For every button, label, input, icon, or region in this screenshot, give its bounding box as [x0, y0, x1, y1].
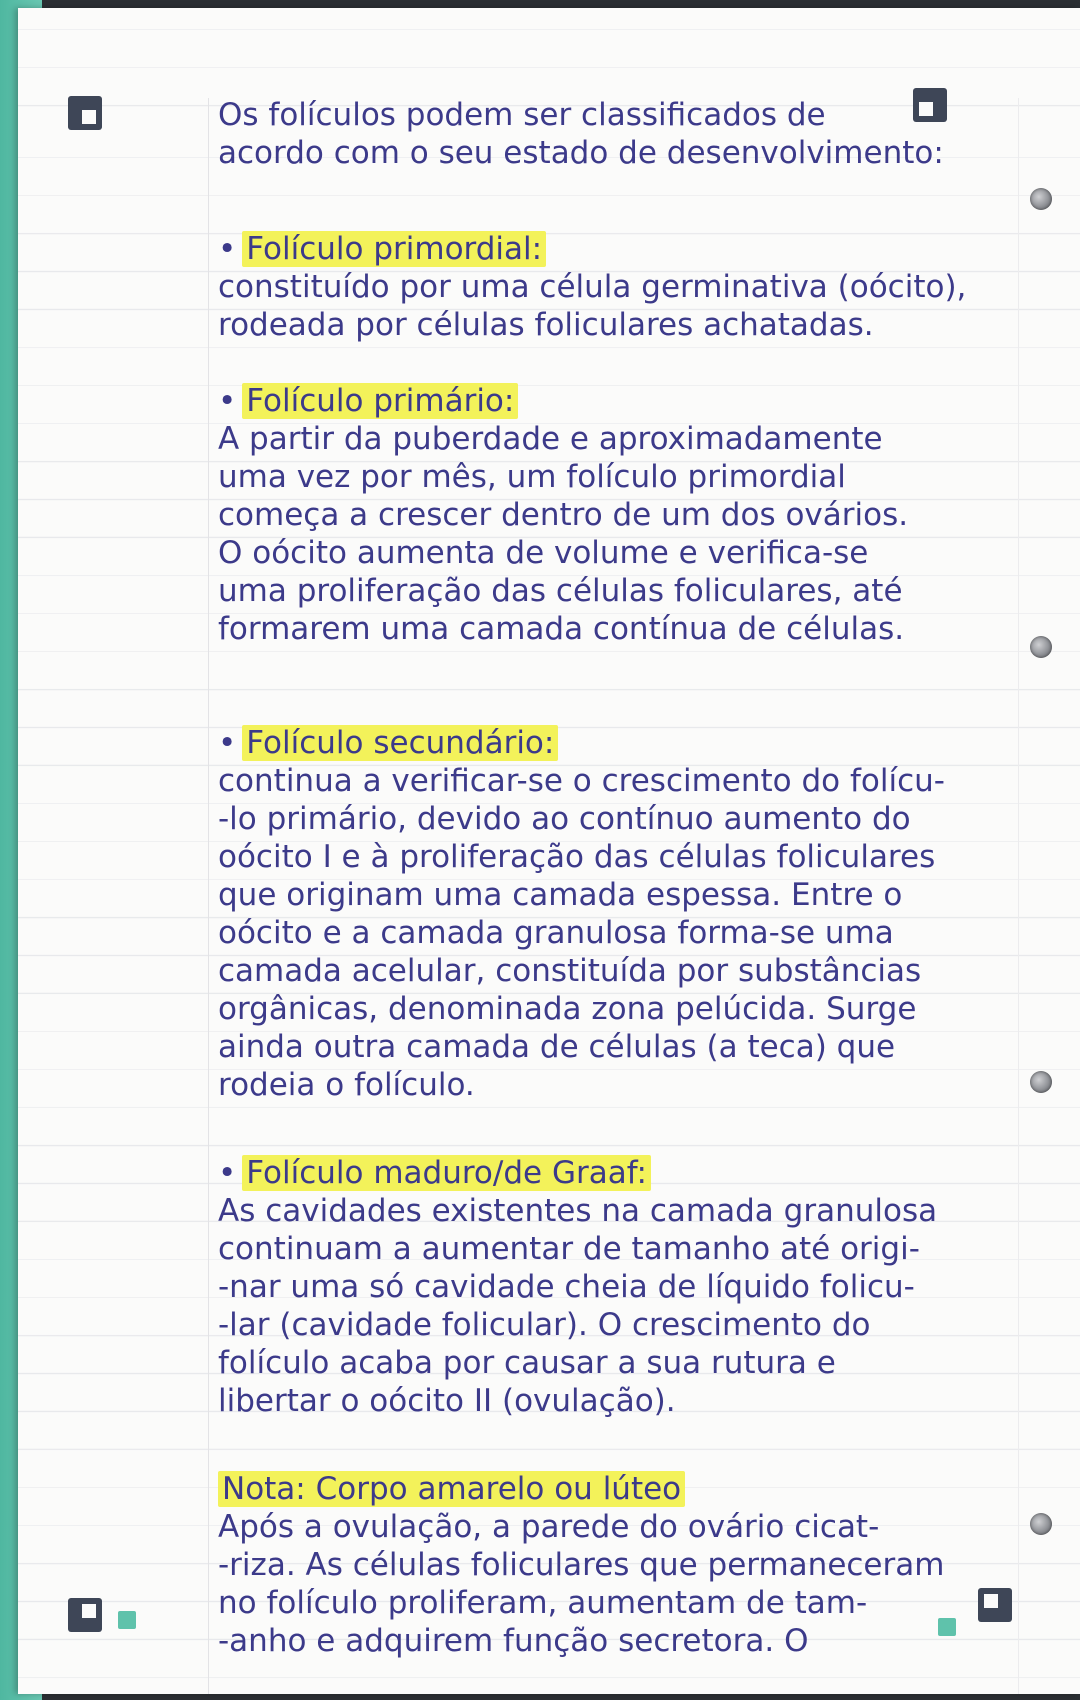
corner-marker-bottom-left-icon: [68, 1598, 102, 1632]
text-line: acordo com o seu estado de desenvolvimento:: [218, 135, 944, 171]
text-line: -lo primário, devido ao contínuo aumento do: [218, 801, 911, 837]
text-line: constituído por uma célula germinativa (oócito),: [218, 269, 967, 305]
text-line: Após a ovulação, a parede do ovário cicat-: [218, 1509, 880, 1545]
text-line: começa a crescer dentro de um dos ovários.: [218, 497, 909, 533]
text-line: libertar o oócito II (ovulação).: [218, 1383, 676, 1419]
text-line: -lar (cavidade folicular). O crescimento do: [218, 1307, 871, 1343]
text-line: -riza. As células foliculares que permaneceram: [218, 1547, 945, 1583]
text-line: ainda outra camada de células (a teca) que: [218, 1029, 896, 1065]
note-section: [218, 1470, 1038, 1660]
section-secundario: • Folículo secundário: continua a verificar-se o crescimento do folícu- -lo primário, devido ao contínuo aumento do oócito I e à proliferação das células foliculares que originam uma camada espessa. Entre o oócito e a camada granulosa forma-se uma camada acelular, constituída por substâncias orgânicas, denominada zona pelúcida. Surge ainda outra camada de células (a teca) que rodeia o folículo.: [218, 724, 1038, 1104]
text-line: -anho e adquirem função secretora. O: [218, 1623, 809, 1659]
text-line: formarem uma camada contínua de células.: [218, 611, 905, 647]
text-line: Os folículos podem ser classificados de: [218, 97, 826, 133]
section-heading: Folículo secundário:: [242, 725, 558, 761]
text-line: As cavidades existentes na camada granulosa: [218, 1193, 938, 1229]
text-line: camada acelular, constituída por substâncias: [218, 953, 922, 989]
section-maduro: • Folículo maduro/de Graaf: As cavidades existentes na camada granulosa continuam a aumentar de tamanho até origi- -nar uma só cavidade cheia de líquido folicu- -lar (cavidade folicular). O crescimento do folículo acaba por causar a sua rutura e libertar o oócito II (ovulação).: [218, 1154, 1038, 1420]
corner-marker-top-left-icon: [68, 96, 102, 130]
text-line: oócito e a camada granulosa forma-se uma: [218, 915, 894, 951]
text-line: orgânicas, denominada zona pelúcida. Surge: [218, 991, 917, 1027]
note-heading: Nota: Corpo amarelo ou lúteo: [218, 1471, 685, 1507]
text-line: rodeia o folículo.: [218, 1067, 475, 1103]
intro-paragraph: [218, 96, 1038, 172]
text-line: oócito I e à proliferação das células foliculares: [218, 839, 936, 875]
text-line: no folículo proliferam, aumentam de tam-: [218, 1585, 868, 1621]
text-line: que originam uma camada espessa. Entre o: [218, 877, 903, 913]
section-heading: Folículo primordial:: [242, 231, 546, 267]
section-heading: Folículo primário:: [242, 383, 518, 419]
handwritten-notes: [218, 96, 1038, 1660]
text-line: folículo acaba por causar a sua rutura e: [218, 1345, 836, 1381]
margin-line: [208, 98, 209, 1694]
text-line: continuam a aumentar de tamanho até origi-: [218, 1231, 920, 1267]
text-line: uma proliferação das células foliculares, até: [218, 573, 903, 609]
text-line: A partir da puberdade e aproximadamente: [218, 421, 883, 457]
text-line: uma vez por mês, um folículo primordial: [218, 459, 846, 495]
teal-square-icon: [118, 1611, 136, 1629]
text-line: continua a verificar-se o crescimento do folícu-: [218, 763, 945, 799]
section-heading: Folículo maduro/de Graaf:: [242, 1155, 651, 1191]
text-line: O oócito aumenta de volume e verifica-se: [218, 535, 869, 571]
text-line: -nar uma só cavidade cheia de líquido folicu-: [218, 1269, 915, 1305]
text-line: rodeada por células foliculares achatadas.: [218, 307, 874, 343]
section-primario: • Folículo primário: A partir da puberdade e aproximadamente uma vez por mês, um folículo primordial começa a crescer dentro de um dos ovários. O oócito aumenta de volume e verifica-se uma proliferação das células foliculares, até formarem uma camada contínua de células.: [218, 382, 1038, 648]
notebook-page: [18, 8, 1080, 1694]
section-primordial: • Folículo primordial: constituído por uma célula germinativa (oócito), rodeada por células foliculares achatadas.: [218, 230, 1038, 344]
